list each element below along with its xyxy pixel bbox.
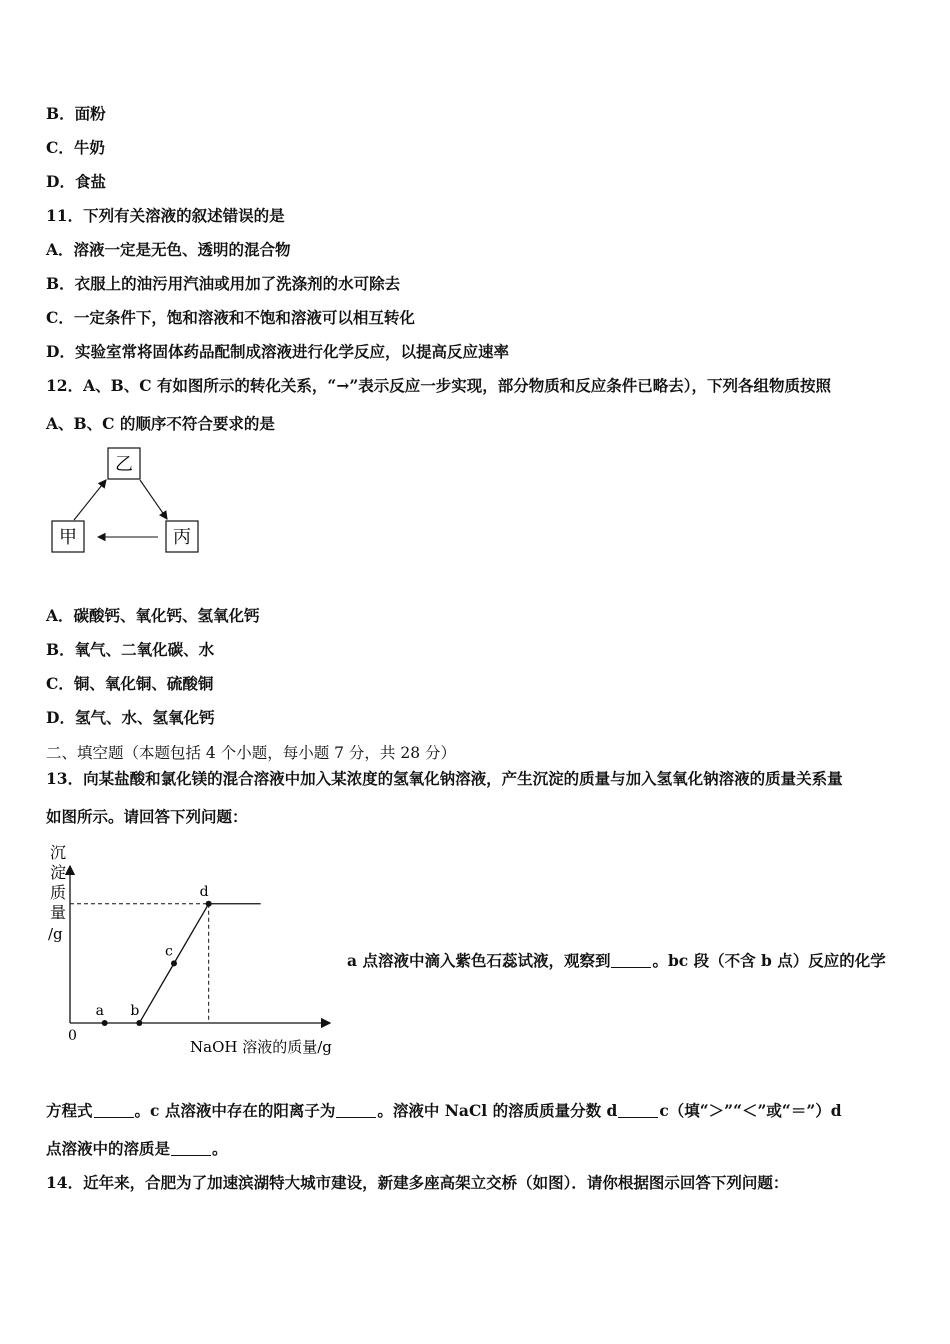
q13-text-b: 。bc 段（不含 b 点）反应的化学 <box>652 951 886 970</box>
q13-question-part2: 方程式 。c 点溶液中存在的阳离子为 。溶液中 NaCl 的溶质质量分数 d c（填“＞”“＜”或“＝”）d <box>46 1101 842 1120</box>
q13-precipitate-chart <box>40 838 340 1060</box>
q10-option-b: B．面粉 <box>46 104 106 123</box>
data-point-label-c: c <box>165 943 173 960</box>
q12-transformation-diagram <box>40 440 220 570</box>
q13-stem-line2: 如图所示。请回答下列问题： <box>46 807 248 826</box>
section-2-heading: 二、填空题（本题包括 4 个小题，每小题 7 分，共 28 分） <box>46 744 457 762</box>
answer-blank-3[interactable] <box>336 1102 376 1119</box>
q12-stem-line2: A、B、C 的顺序不符合要求的是 <box>46 414 275 433</box>
data-point-label-d: d <box>199 883 209 900</box>
data-point-d <box>206 901 212 907</box>
data-point-b <box>136 1020 142 1026</box>
y-axis-label-char-4: 量 <box>50 903 67 922</box>
q12-option-d: D．氢气、水、氢氧化钙 <box>46 708 215 727</box>
q10-option-c: C．牛奶 <box>46 138 105 157</box>
q11-option-b: B．衣服上的油污用汽油或用加了洗涤剂的水可除去 <box>46 274 401 293</box>
q12-stem-line1: 12．A、B、C 有如图所示的转化关系，“→”表示反应一步实现，部分物质和反应条件已略去），下列各组物质按照 <box>46 376 832 395</box>
y-axis-label-char-2: 淀 <box>50 863 67 882</box>
y-axis-label-char-3: 质 <box>50 883 67 902</box>
q12-option-a: A．碳酸钙、氧化钙、氢氧化钙 <box>46 606 260 625</box>
arrow-left-to-top <box>74 480 106 520</box>
origin-label: 0 <box>68 1028 77 1044</box>
answer-blank-2[interactable] <box>94 1102 134 1119</box>
q13-stem-line1: 13．向某盐酸和氯化镁的混合溶液中加入某浓度的氢氧化钠溶液，产生沉淀的质量与加入氢氧化钠溶液的质量关系量 <box>46 769 843 788</box>
q10-option-d: D．食盐 <box>46 172 106 191</box>
q13-question-part3: 点溶液中的溶质是 。 <box>46 1139 228 1158</box>
arrow-top-to-right <box>140 480 167 519</box>
answer-blank-1[interactable] <box>611 952 651 969</box>
q13-text-a: a 点溶液中滴入紫色石蕊试液，观察到 <box>347 951 611 970</box>
diagram-label-top: 乙 <box>115 454 133 475</box>
diagram-label-left: 甲 <box>59 527 77 548</box>
data-point-c <box>171 960 177 966</box>
data-point-label-b: b <box>130 1003 140 1019</box>
data-point-label-a: a <box>95 1003 105 1019</box>
q12-option-b: B．氧气、二氧化碳、水 <box>46 640 215 659</box>
q11-option-c: C．一定条件下，饱和溶液和不饱和溶液可以相互转化 <box>46 308 415 327</box>
diagram-label-right: 丙 <box>173 527 191 548</box>
answer-blank-4[interactable] <box>618 1102 658 1119</box>
y-axis-label-char-1: 沉 <box>50 843 67 862</box>
q12-option-c: C．铜、氧化铜、硫酸铜 <box>46 674 214 693</box>
q11-option-a: A．溶液一定是无色、透明的混合物 <box>46 240 291 259</box>
x-axis-label: NaOH 溶液的质量/g <box>190 1038 332 1056</box>
q13-question-part1 <box>347 949 886 971</box>
y-axis-label-unit: /g <box>48 925 63 943</box>
q14-stem: 14．近年来，合肥为了加速滨湖特大城市建设，新建多座高架立交桥（如图）．请你根据图示回答下列问题： <box>46 1173 789 1192</box>
q11-stem: 11．下列有关溶液的叙述错误的是 <box>46 206 285 225</box>
answer-blank-5[interactable] <box>171 1140 211 1157</box>
q11-option-d: D．实验室常将固体药品配制成溶液进行化学反应，以提高反应速率 <box>46 342 509 361</box>
y-axis-label <box>48 843 66 943</box>
data-point-a <box>102 1020 108 1026</box>
